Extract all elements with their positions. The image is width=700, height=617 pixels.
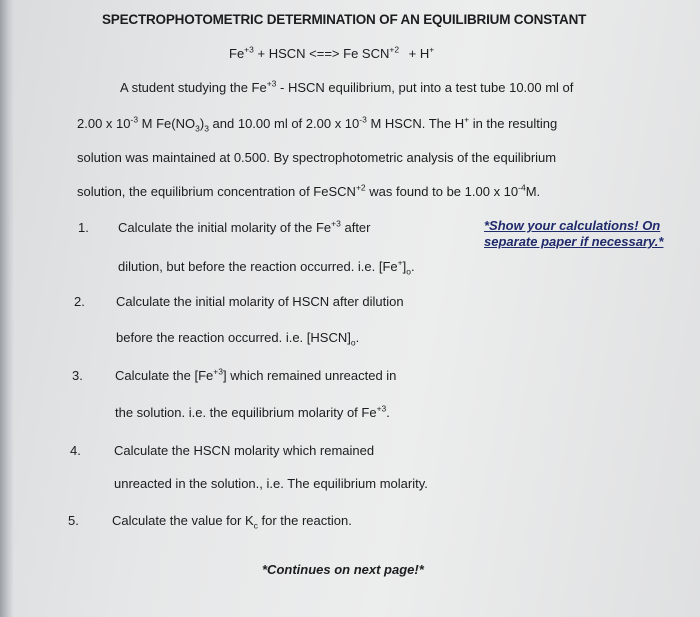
reaction-equation: $Fe^{+3}$ + HSCN <==> Fe $SCN^{+2} + H^+$ bbox=[229, 44, 435, 61]
page-edge-shadow bbox=[0, 0, 14, 617]
question-3-line-2: the solution. i.e. the equilibrium molarity of $Fe^{+3}$. bbox=[115, 403, 390, 420]
question-1-line-1: Calculate the initial molarity of the $Fe^{+3}$ after bbox=[118, 218, 371, 235]
question-1-line-2: dilution, but before the reaction occurred. i.e. $[Fe^+]_o$. bbox=[118, 257, 415, 277]
question-5-number: 5. bbox=[68, 513, 79, 528]
page-title: SPECTROPHOTOMETRIC DETERMINATION OF AN EQUILIBRIUM CONSTANT bbox=[102, 12, 587, 27]
continues-footer: *Continues on next page!* bbox=[262, 562, 424, 577]
question-4-line-1: Calculate the HSCN molarity which remained bbox=[114, 443, 375, 458]
paragraph-line-1: A student studying the $Fe^{+3}$ - HSCN equilibrium, put into a test tube 10.00 ml of bbox=[120, 78, 574, 95]
question-5-line-1: Calculate the value for $K_c$ for the reaction. bbox=[112, 513, 352, 531]
question-4-line-2: unreacted in the solution., i.e. The equilibrium molarity. bbox=[114, 476, 428, 491]
question-2-line-1: Calculate the initial molarity of HSCN after dilution bbox=[116, 294, 404, 309]
question-2-line-2: before the reaction occurred. i.e. $[HSCN]_o$. bbox=[116, 330, 360, 348]
question-3-line-1: Calculate the $[Fe^{+3}]$ which remained unreacted in bbox=[115, 366, 397, 383]
question-2-number: 2. bbox=[74, 294, 85, 309]
paragraph-line-2: 2.00 x $10^{-3}$ M $Fe(NO_3)_3$ and 10.00 ml of 2.00 x $10^{-3}$ M HSCN. The H+ in the resulting bbox=[77, 114, 558, 134]
question-1-number: 1. bbox=[78, 220, 89, 235]
question-4-number: 4. bbox=[70, 443, 81, 458]
paragraph-line-4: solution, the equilibrium concentration of FeSCN$^{+2}$ was found to be 1.00 x $10^{-4}M$. bbox=[77, 182, 541, 199]
paragraph-line-3: solution was maintained at 0.500. By spectrophotometric analysis of the equilibrium bbox=[77, 150, 557, 165]
question-3-number: 3. bbox=[72, 368, 83, 383]
show-work-note: *Show your calculations! On separate paper if necessary.* bbox=[484, 218, 664, 249]
